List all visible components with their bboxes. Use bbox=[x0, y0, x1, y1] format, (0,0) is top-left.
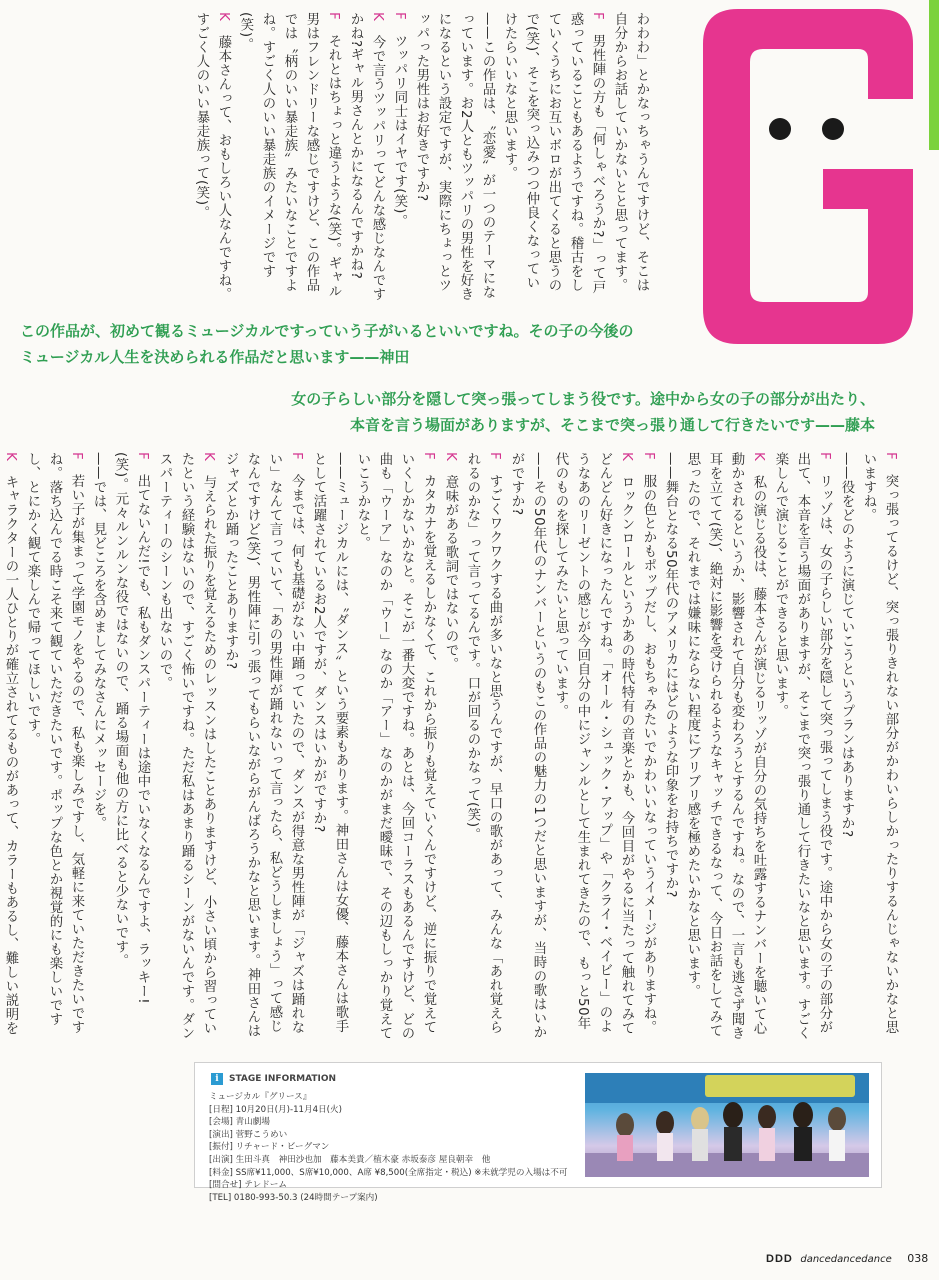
speaker-initial: F bbox=[883, 452, 898, 461]
page-footer bbox=[766, 1252, 928, 1265]
paragraph-text: ツッパリ同士はイヤです(笑)。 bbox=[392, 34, 407, 228]
speaker-initial: F bbox=[487, 452, 502, 461]
paragraph-text: ——では、見どころを含めましてみなさんにメッセージを。 bbox=[91, 452, 106, 830]
paragraph-text: ——役をどのように演じていこうというプランはありますか? bbox=[839, 452, 854, 838]
paragraph-text: キャラクターの一人ひとりが確立されてるものがあって、カラーもあるし、難しい説明を bbox=[3, 475, 18, 1036]
speaker-initial: F bbox=[326, 12, 341, 21]
paragraph-text: ロックンロールというかあの時代特有の音楽とかも、今回目がやるに当たって触れてみてどんどん好きになったんですね。「オール・シュック・アップ」や「クライ・ベイビー」のようなあのリーゼントの感じが今回自分の中にジャンルとして生まれてきたので、もっと50年代のものを探してみたいと思っています。 bbox=[553, 452, 634, 1036]
paragraph-text: ——ミュージカルには、〝ダンス〟という要素もあります。神田さんは女優、藤本さんは歌手として活躍されているお2人ですが、ダンスはいかがですか? bbox=[311, 452, 348, 1034]
stage-info-heading bbox=[211, 1073, 336, 1085]
interview-paragraph bbox=[307, 452, 351, 1042]
stage-info-lines bbox=[209, 1091, 567, 1204]
paragraph-text: ——その50年代のナンバーというのもこの作品の魅力の1つだと思いますが、当時の歌はいかがですか? bbox=[509, 452, 546, 1040]
speaker-initial: K bbox=[443, 452, 458, 462]
pullquote-kanda bbox=[20, 318, 680, 370]
stage-info-director: [演出] 菅野こうめい bbox=[209, 1129, 288, 1140]
speaker-initial: F bbox=[421, 452, 436, 461]
magazine-subtitle: dancedancedance bbox=[800, 1254, 892, 1265]
pullquote-fujimoto-line2: 本音を言う場面がありますが、そこまで突っ張り通して行きたいです——藤本 bbox=[349, 416, 875, 434]
paragraph-text: 私の演じる役は、藤本さんが演じるリッゾが自分の気持ちを吐露するナンバーを聴いて心動かされるというか、影響されて自分も変わろうとするんですね。なので、一言も逃さず聞き耳を立てて(笑)、絶対に影響を受けられるようなキャッチできるなって、今日お話をしてみて思ったので、それまでは嫌味にならない程度にブリブリ感を極めたいかなと思います。 bbox=[685, 452, 766, 1040]
speaker-initial: K bbox=[3, 452, 18, 462]
paragraph-text: リッゾは、女の子らしい部分を隠して突っ張ってしまう役です。途中から女の子の部分が出て、本音を言う場面がありますが、そこまで突っ張り通して行きたいなと思います。すごく楽しんで演じることができると思います。 bbox=[773, 452, 832, 1040]
speaker-initial: F bbox=[135, 452, 150, 461]
paragraph-text: 服の色とかもポップだし、おもちゃみたいでかわいいなっていうイメージがありますね。 bbox=[641, 474, 656, 1035]
paragraph-text: 男性陣の方も「何しゃべろうか?」って戸惑っていることもあるようですね。稽古をしていくうちにお互いボロが出てくると思うので(笑)、そこを突っ込みつつ仲良くなっていけたらいいなと思います。 bbox=[502, 12, 605, 295]
cast-stage-photo bbox=[585, 1073, 869, 1177]
interview-paragraph bbox=[549, 452, 637, 1042]
speaker-initial: F bbox=[817, 452, 832, 461]
interview-paragraph bbox=[219, 452, 307, 1042]
pullquote-kanda-line1: この作品が、初めて観るミュージカルですっていう子がいるといいですね。その子の今後の bbox=[20, 322, 634, 340]
interview-paragraph bbox=[461, 452, 505, 1042]
interview-paragraph bbox=[351, 452, 439, 1042]
paragraph-text: 意味がある歌詞ではないので。 bbox=[443, 475, 458, 672]
paragraph-text: 与えられた振りを覚えるためのレッスンはしたことありますけど、小さい頃から習っていたという経験はないので、すごく怖いですね。ただ私はあまり踊るシーンがないんです。ダンスパーティーのシーンも出ないので。 bbox=[157, 452, 216, 1040]
interview-paragraph bbox=[410, 12, 498, 302]
speaker-initial: F bbox=[392, 12, 407, 21]
paragraph-text: それとはちょっと違うような(笑)。ギャル男はフレンドリーな感じですけど、この作品では〝柄のいい暴走族〟みたいなことですよね。すごく人のいい暴走族のイメージです(笑)。 bbox=[238, 12, 341, 298]
paragraph-text: ——この作品は、〝恋愛〟が一つのテーマになっています。お2人ともツッパリの男性を好きになるという設定ですが、実際にちょっとツッパった男性はお好きですか? bbox=[414, 12, 495, 302]
stage-info-venue: [会場] 青山劇場 bbox=[209, 1117, 270, 1128]
paragraph-text: すごくワクワクする曲が多いなと思うんですが、早口の歌があって、みんな「あれ覚えられるのかな」って言ってるんです。口が回るのかなって(笑)。 bbox=[465, 452, 502, 1035]
speaker-initial: F bbox=[590, 12, 605, 21]
stage-information-box bbox=[194, 1062, 882, 1203]
paragraph-text: カタカナを覚えるしかなくて、これから振りも覚えていくんですけど、逆に振りで覚えていくしかないかなと。そこが一番大変ですね。あとは、今回コーラスもあるんですけど、どの曲も「ウーア」なのか「ウー」なのか「アー」なのかがまだ曖昧で、その辺もしっかり覚えていこうかなと。 bbox=[355, 452, 436, 1040]
info-icon: i bbox=[211, 1073, 223, 1085]
interview-paragraph bbox=[190, 12, 234, 302]
stage-info-title: ミュージカル『グリース』 bbox=[209, 1092, 312, 1102]
interview-paragraph bbox=[388, 12, 410, 302]
page-number: 038 bbox=[907, 1252, 929, 1265]
paragraph-text: 今までは、何も基礎がない中踊っていたので、ダンスが得意な男性陣が「ジャズは踊れない」なんて言っていて、「あの男性陣が踊れないって言ったら、私どうしましょう」って感じなんですけど(笑)、男性陣に引っ張ってもらいながらがんばろうかなと思います。神田さんはジャズとか踊ったことありますか? bbox=[223, 452, 304, 1038]
stage-info-choreographer: [振付] リチャード・ビーグマン bbox=[209, 1142, 330, 1153]
interview-paragraph bbox=[344, 12, 388, 302]
paragraph-text: 突っ張ってるけど、突っ張りきれない部分がかわいらしかったりするんじゃないかなと思いますね。 bbox=[861, 452, 898, 1035]
stage-info-heading-text: STAGE INFORMATION bbox=[229, 1074, 337, 1084]
interview-paragraph bbox=[769, 452, 835, 1042]
pullquote-kanda-line2: ミュージカル人生を決められる作品だと思います——神田 bbox=[20, 348, 410, 366]
magazine-logo: DDD bbox=[766, 1253, 793, 1265]
speaker-initial: F bbox=[69, 452, 84, 461]
interview-paragraph bbox=[659, 452, 681, 1042]
paragraph-text: 若い子が集まって学園モノをやるので、私も楽しみですし、気軽に来ていただきたいですね。落ち込んでる時こそ来て観ていただきたいです。ポップな色とか視覚的にも楽しいですし、とにかく観て楽しんで帰ってほしいです。 bbox=[25, 452, 84, 1035]
stage-info-price: [料金] SS席¥11,000、S席¥10,000、A席 ¥8,500(全席指定・税込) ※未就学児の入場は不可 bbox=[209, 1167, 568, 1178]
big-g-letter-graphic bbox=[688, 4, 928, 349]
paragraph-text: 今で言うツッパリってどんな感じなんですかね?ギャル男さんとかになるんですかね? bbox=[348, 12, 385, 302]
cast-photo-illustration bbox=[585, 1073, 869, 1177]
speaker-initial: F bbox=[289, 452, 304, 461]
interview-paragraph bbox=[498, 12, 608, 302]
stage-info-dates: [日程] 10月20日(月)-11月4日(火) bbox=[209, 1104, 342, 1115]
interview-paragraph bbox=[234, 12, 344, 302]
speaker-initial: K bbox=[619, 452, 634, 462]
interview-paragraph bbox=[835, 452, 857, 1042]
interview-paragraph bbox=[109, 452, 153, 1042]
speaker-initial: K bbox=[216, 12, 231, 22]
paragraph-text: ——舞台となる50年代のアメリカにはどのような印象をお持ちですか? bbox=[663, 452, 678, 898]
speaker-initial: F bbox=[641, 452, 656, 461]
speaker-initial: K bbox=[751, 452, 766, 462]
interview-paragraph bbox=[681, 452, 769, 1042]
stage-info-tel: [TEL] 0180-993-50.3 (24時間テープ案内) bbox=[209, 1192, 378, 1203]
stage-info-contact: [問合せ] テレドーム bbox=[209, 1180, 288, 1191]
interview-paragraph bbox=[505, 452, 549, 1042]
speaker-initial: K bbox=[201, 452, 216, 462]
interview-paragraph bbox=[153, 452, 219, 1042]
interview-paragraph bbox=[0, 452, 21, 1042]
interview-paragraph bbox=[637, 452, 659, 1042]
pullquote-fujimoto-line1: 女の子らしい部分を隠して突っ張ってしまう役です。途中から女の子の部分が出たり、 bbox=[291, 390, 875, 408]
pullquote-fujimoto bbox=[195, 386, 875, 438]
paragraph-text: 藤本さんって、おもしろい人なんですね。すごく人のいい暴走族って(笑)。 bbox=[194, 12, 231, 302]
paragraph-text: わわわ」とかなっちゃうんですけど、そこは自分からお話していかないとと思ってます。 bbox=[612, 12, 649, 292]
green-edge-bar bbox=[929, 0, 939, 150]
speaker-initial: K bbox=[370, 12, 385, 22]
interview-text-top bbox=[190, 12, 652, 302]
interview-paragraph bbox=[608, 12, 652, 302]
stage-info-cast: [出演] 生田斗真 神田沙也加 藤本美貴／植木豪 赤坂泰彦 屋良朝幸 他 bbox=[209, 1154, 491, 1165]
paragraph-text: 出てないんだ!でも、私もダンスパーティーは途中でいなくなるんですよ、ラッキー!(笑)。元々ルンルンな役ではないので、踊る場面も他の方に比べると少ないです。 bbox=[113, 452, 150, 1005]
interview-paragraph bbox=[857, 452, 901, 1042]
interview-paragraph bbox=[439, 452, 461, 1042]
interview-paragraph bbox=[87, 452, 109, 1042]
interview-paragraph bbox=[21, 452, 87, 1042]
interview-text-bottom bbox=[0, 452, 901, 1042]
